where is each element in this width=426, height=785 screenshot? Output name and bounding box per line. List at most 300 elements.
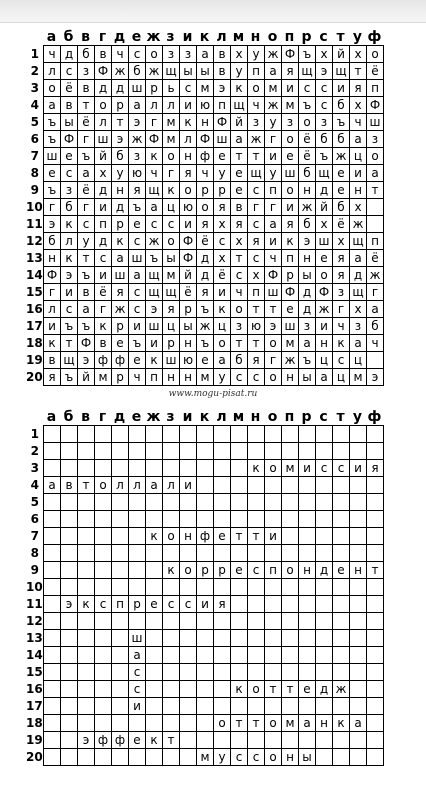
grid-cell — [146, 443, 163, 460]
grid-cell: ъ — [78, 267, 95, 284]
grid-cell: л — [61, 233, 78, 250]
grid-cell — [333, 443, 350, 460]
grid-cell — [350, 664, 367, 681]
grid-cell — [61, 443, 78, 460]
grid-cell — [146, 681, 163, 698]
grid-cell — [265, 613, 282, 630]
row-number: 16 — [26, 682, 43, 696]
grid-cell: о — [265, 335, 282, 352]
grid-cell — [316, 647, 333, 664]
grid-cell: у — [231, 63, 248, 80]
grid-cell — [367, 681, 384, 698]
grid-cell: я — [282, 216, 299, 233]
grid-cell — [197, 715, 214, 732]
grid-cell: м — [350, 369, 367, 386]
grid-cell — [61, 698, 78, 715]
grid-cell — [95, 528, 112, 545]
grid-cell — [248, 596, 265, 613]
grid-cell — [78, 494, 95, 511]
grid-cell: е — [214, 528, 231, 545]
grid-cell: о — [282, 562, 299, 579]
grid-cell — [129, 443, 146, 460]
grid-cell — [95, 630, 112, 647]
grid-cell: я — [44, 369, 61, 386]
grid-cell: я — [129, 182, 146, 199]
grid-cell — [180, 426, 197, 443]
column-letter: и — [182, 29, 193, 45]
grid-cell: в — [95, 335, 112, 352]
grid-cell: с — [333, 460, 350, 477]
grid-cell: ф — [95, 732, 112, 749]
grid-cell: и — [129, 318, 146, 335]
grid-cell — [299, 494, 316, 511]
column-letter: з — [166, 409, 175, 425]
column-letter: в — [81, 409, 90, 425]
grid-cell: и — [265, 233, 282, 250]
grid-cell — [78, 579, 95, 596]
grid-cell: о — [163, 233, 180, 250]
grid-cell: т — [231, 250, 248, 267]
grid-cell: п — [248, 284, 265, 301]
grid-cell: с — [231, 369, 248, 386]
grid-cell: и — [333, 80, 350, 97]
grid-cell: ы — [163, 250, 180, 267]
grid-cell: с — [146, 216, 163, 233]
grid-cell: п — [146, 369, 163, 386]
grid-cell — [129, 511, 146, 528]
column-letter: т — [336, 409, 345, 425]
grid-cell — [61, 511, 78, 528]
grid-cell: о — [180, 182, 197, 199]
grid-cell: с — [180, 596, 197, 613]
grid-cell: ш — [129, 250, 146, 267]
solution-row-numbers — [26, 426, 43, 766]
grid-cell: ш — [316, 233, 333, 250]
grid-cell — [299, 664, 316, 681]
grid-cell — [44, 426, 61, 443]
grid-cell: л — [163, 477, 180, 494]
grid-cell: а — [146, 477, 163, 494]
grid-cell: ц — [316, 352, 333, 369]
grid-cell: р — [146, 80, 163, 97]
grid-cell: ы — [180, 63, 197, 80]
column-letter: б — [63, 29, 74, 45]
grid-cell — [44, 664, 61, 681]
row-number: 7 — [30, 529, 39, 543]
grid-cell — [112, 647, 129, 664]
row-number: 11 — [26, 217, 43, 231]
grid-cell — [95, 443, 112, 460]
grid-cell — [197, 545, 214, 562]
grid-cell: ш — [163, 352, 180, 369]
grid-cell: е — [333, 562, 350, 579]
grid-cell — [112, 715, 129, 732]
grid-cell: Ф — [265, 267, 282, 284]
grid-cell: с — [129, 681, 146, 698]
row-number: 6 — [30, 512, 39, 526]
grid-cell: з — [163, 46, 180, 63]
grid-cell: н — [282, 749, 299, 766]
grid-cell: ж — [197, 318, 214, 335]
grid-cell — [163, 715, 180, 732]
grid-cell: о — [265, 715, 282, 732]
row-number: 10 — [26, 580, 43, 594]
grid-cell — [265, 664, 282, 681]
grid-cell: а — [146, 199, 163, 216]
grid-cell: ж — [333, 148, 350, 165]
grid-cell — [180, 732, 197, 749]
grid-cell: и — [95, 267, 112, 284]
grid-cell: г — [333, 301, 350, 318]
grid-cell: к — [146, 148, 163, 165]
grid-cell: а — [78, 301, 95, 318]
grid-cell: о — [367, 148, 384, 165]
grid-cell: щ — [248, 165, 265, 182]
grid-cell — [44, 732, 61, 749]
grid-cell: р — [112, 216, 129, 233]
grid-cell: н — [350, 562, 367, 579]
column-letter: б — [63, 409, 74, 425]
grid-cell: ш — [146, 318, 163, 335]
grid-cell: х — [214, 250, 231, 267]
column-letter: у — [352, 409, 363, 425]
grid-cell: ш — [44, 148, 61, 165]
grid-cell: с — [95, 596, 112, 613]
grid-cell — [129, 545, 146, 562]
grid-cell: ж — [112, 63, 129, 80]
grid-cell — [333, 528, 350, 545]
grid-cell: э — [316, 63, 333, 80]
grid-cell: м — [282, 335, 299, 352]
grid-cell — [333, 494, 350, 511]
column-letter: в — [81, 29, 90, 45]
grid-cell: е — [129, 352, 146, 369]
grid-cell — [316, 545, 333, 562]
grid-cell: я — [248, 352, 265, 369]
grid-cell: г — [265, 199, 282, 216]
grid-cell: я — [248, 233, 265, 250]
grid-cell: о — [282, 131, 299, 148]
grid-cell: э — [78, 732, 95, 749]
grid-cell — [78, 613, 95, 630]
grid-cell: б — [316, 131, 333, 148]
grid-cell — [44, 749, 61, 766]
column-letter: н — [250, 409, 261, 425]
grid-cell — [282, 732, 299, 749]
grid-cell: т — [231, 148, 248, 165]
grid-cell — [197, 494, 214, 511]
grid-cell — [350, 426, 367, 443]
row-number: 15 — [26, 665, 43, 679]
grid-cell — [146, 664, 163, 681]
grid-cell — [316, 749, 333, 766]
grid-cell: ш — [367, 114, 384, 131]
grid-cell — [350, 443, 367, 460]
grid-cell: ч — [129, 369, 146, 386]
grid-cell — [265, 477, 282, 494]
grid-cell — [231, 477, 248, 494]
column-letter: р — [301, 29, 312, 45]
grid-cell: х — [231, 46, 248, 63]
grid-cell: е — [129, 216, 146, 233]
grid-cell: Ф — [367, 97, 384, 114]
grid-cell — [350, 528, 367, 545]
grid-cell — [367, 630, 384, 647]
grid-cell — [44, 715, 61, 732]
grid-cell: м — [197, 80, 214, 97]
grid-cell — [214, 647, 231, 664]
grid-cell — [282, 596, 299, 613]
grid-cell — [197, 511, 214, 528]
grid-cell: а — [299, 335, 316, 352]
grid-cell: ъ — [44, 182, 61, 199]
grid-cell — [146, 647, 163, 664]
grid-cell — [282, 511, 299, 528]
grid-cell: я — [333, 250, 350, 267]
grid-cell: у — [265, 165, 282, 182]
grid-cell: ъ — [197, 301, 214, 318]
grid-cell: Ф — [61, 131, 78, 148]
grid-cell: ъ — [316, 148, 333, 165]
column-letter: н — [250, 29, 261, 45]
grid-cell: ъ — [197, 335, 214, 352]
grid-cell — [248, 579, 265, 596]
grid-cell — [282, 664, 299, 681]
grid-cell: р — [112, 369, 129, 386]
grid-cell — [78, 443, 95, 460]
column-letter: п — [284, 29, 295, 45]
column-letter: ф — [367, 29, 382, 45]
grid-cell — [367, 477, 384, 494]
grid-cell — [146, 630, 163, 647]
grid-cell: а — [197, 46, 214, 63]
grid-cell — [180, 681, 197, 698]
grid-cell — [78, 528, 95, 545]
grid-cell — [180, 698, 197, 715]
grid-cell — [282, 494, 299, 511]
grid-cell — [265, 698, 282, 715]
grid-cell: в — [214, 63, 231, 80]
grid-cell — [316, 579, 333, 596]
grid-cell — [112, 681, 129, 698]
grid-cell: ж — [316, 301, 333, 318]
grid-cell — [61, 715, 78, 732]
grid-cell: а — [265, 216, 282, 233]
grid-cell: ё — [78, 182, 95, 199]
grid-cell: е — [231, 562, 248, 579]
grid-cell: о — [265, 460, 282, 477]
grid-cell: щ — [146, 284, 163, 301]
grid-cell: э — [214, 80, 231, 97]
grid-cell: ж — [367, 267, 384, 284]
grid-cell — [367, 698, 384, 715]
grid-cell: н — [282, 369, 299, 386]
row-number: 14 — [26, 268, 43, 282]
grid-cell — [282, 545, 299, 562]
grid-cell — [299, 545, 316, 562]
grid-cell: м — [163, 131, 180, 148]
grid-cell: т — [350, 63, 367, 80]
grid-cell: т — [163, 732, 180, 749]
grid-cell — [129, 613, 146, 630]
grid-cell — [367, 613, 384, 630]
grid-cell — [112, 698, 129, 715]
grid-cell: ё — [299, 131, 316, 148]
row-number: 10 — [26, 200, 43, 214]
grid-cell: х — [350, 46, 367, 63]
grid-cell: к — [333, 715, 350, 732]
grid-cell — [44, 562, 61, 579]
grid-cell — [78, 426, 95, 443]
column-letter: а — [46, 29, 57, 45]
row-number: 19 — [26, 353, 43, 367]
grid-cell: б — [299, 216, 316, 233]
grid-cell — [163, 630, 180, 647]
grid-cell — [282, 579, 299, 596]
grid-cell — [299, 613, 316, 630]
grid-cell: и — [282, 80, 299, 97]
grid-cell: т — [231, 335, 248, 352]
grid-cell — [231, 545, 248, 562]
grid-cell: б — [78, 46, 95, 63]
grid-cell: з — [180, 46, 197, 63]
grid-cell: ъ — [146, 250, 163, 267]
grid-cell: с — [129, 46, 146, 63]
grid-cell — [333, 596, 350, 613]
grid-cell: ъ — [129, 335, 146, 352]
grid-cell: у — [248, 46, 265, 63]
grid-cell: й — [95, 148, 112, 165]
grid-cell — [214, 545, 231, 562]
column-letter: м — [232, 29, 245, 45]
grid-cell — [95, 562, 112, 579]
grid-cell: о — [367, 46, 384, 63]
grid-cell — [214, 426, 231, 443]
grid-cell: к — [282, 233, 299, 250]
grid-cell — [214, 511, 231, 528]
grid-cell: х — [214, 216, 231, 233]
grid-cell — [146, 715, 163, 732]
grid-cell: я — [282, 63, 299, 80]
grid-cell — [367, 545, 384, 562]
grid-cell: о — [282, 182, 299, 199]
grid-cell — [112, 511, 129, 528]
grid-cell: я — [214, 596, 231, 613]
grid-cell: г — [146, 114, 163, 131]
grid-cell: ж — [265, 46, 282, 63]
grid-cell: с — [78, 216, 95, 233]
grid-cell: ё — [333, 216, 350, 233]
grid-cell: а — [350, 131, 367, 148]
grid-cell: з — [78, 63, 95, 80]
grid-cell: я — [350, 80, 367, 97]
row-number: 9 — [30, 183, 39, 197]
grid-cell — [214, 579, 231, 596]
grid-cell: д — [197, 267, 214, 284]
grid-cell — [146, 579, 163, 596]
grid-cell — [78, 715, 95, 732]
grid-cell: с — [333, 352, 350, 369]
grid-cell — [367, 732, 384, 749]
grid-cell — [146, 545, 163, 562]
grid-cell — [129, 715, 146, 732]
grid-cell: н — [180, 528, 197, 545]
grid-cell: ъ — [44, 131, 61, 148]
grid-cell: ю — [197, 97, 214, 114]
grid-cell — [112, 630, 129, 647]
grid-cell — [129, 749, 146, 766]
grid-cell — [248, 545, 265, 562]
grid-cell — [61, 630, 78, 647]
grid-cell: д — [350, 267, 367, 284]
grid-cell: т — [248, 528, 265, 545]
grid-cell — [367, 426, 384, 443]
grid-cell: щ — [146, 267, 163, 284]
grid-cell: щ — [350, 284, 367, 301]
grid-cell — [129, 579, 146, 596]
grid-cell: ё — [197, 233, 214, 250]
grid-cell: д — [197, 250, 214, 267]
grid-cell: а — [129, 97, 146, 114]
grid-cell: ъ — [44, 114, 61, 131]
grid-cell — [61, 494, 78, 511]
grid-cell — [214, 443, 231, 460]
grid-cell: н — [316, 335, 333, 352]
grid-cell: и — [197, 596, 214, 613]
grid-cell: и — [95, 199, 112, 216]
grid-cell: б — [367, 318, 384, 335]
grid-cell: ы — [197, 63, 214, 80]
grid-cell — [367, 579, 384, 596]
grid-cell — [129, 562, 146, 579]
grid-cell: ч — [146, 165, 163, 182]
grid-cell — [61, 528, 78, 545]
grid-cell — [163, 426, 180, 443]
grid-cell — [197, 579, 214, 596]
column-letter: к — [199, 409, 210, 425]
grid-cell: г — [95, 301, 112, 318]
grid-cell: т — [248, 715, 265, 732]
grid-cell — [61, 562, 78, 579]
column-letter: т — [336, 29, 345, 45]
grid-cell — [350, 477, 367, 494]
row-number: 5 — [30, 115, 39, 129]
grid-cell: р — [163, 335, 180, 352]
grid-cell: ь — [163, 80, 180, 97]
grid-cell — [112, 749, 129, 766]
grid-cell: ц — [333, 369, 350, 386]
grid-cell — [248, 477, 265, 494]
grid-cell — [44, 511, 61, 528]
grid-cell: у — [214, 165, 231, 182]
column-letter: ф — [367, 409, 382, 425]
grid-cell — [231, 579, 248, 596]
grid-cell: Ф — [95, 63, 112, 80]
grid-cell — [146, 426, 163, 443]
grid-cell — [61, 613, 78, 630]
grid-cell: э — [61, 596, 78, 613]
grid-cell — [44, 579, 61, 596]
grid-cell — [78, 681, 95, 698]
grid-cell: у — [214, 369, 231, 386]
grid-cell: л — [163, 97, 180, 114]
grid-cell — [248, 647, 265, 664]
grid-cell: д — [95, 182, 112, 199]
grid-cell — [282, 528, 299, 545]
grid-cell: ф — [95, 352, 112, 369]
grid-cell — [214, 477, 231, 494]
grid-cell — [299, 443, 316, 460]
